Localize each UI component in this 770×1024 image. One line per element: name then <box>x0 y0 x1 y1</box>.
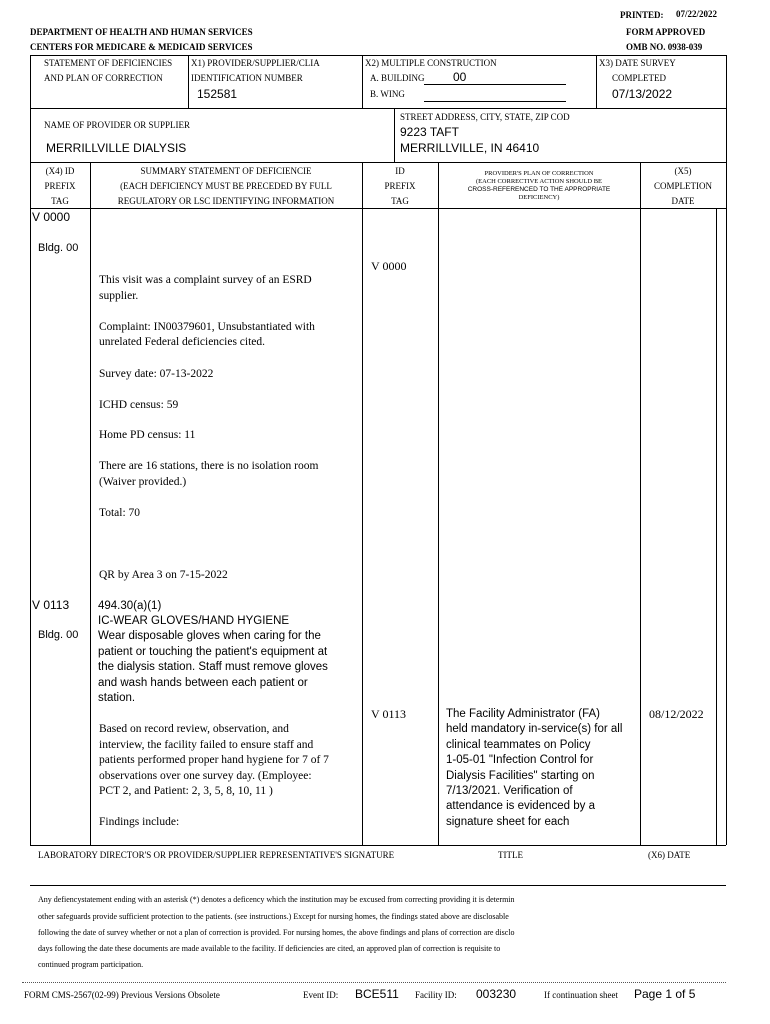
provider-name-label: NAME OF PROVIDER OR SUPPLIER <box>44 120 191 130</box>
summary-label-3: REGULATORY OR LSC IDENTIFYING INFORMATION <box>117 196 335 206</box>
summary-label-2: (EACH DEFICIENCY MUST BE PRECEDED BY FULL <box>120 181 332 191</box>
para-stations-2: (Waiver provided.) <box>99 476 187 488</box>
plan-text-3: clinical teammates on Policy <box>446 739 591 751</box>
statement-label-2: AND PLAN OF CORRECTION <box>44 73 163 83</box>
plan-text-5: Dialysis Facilities" starting on <box>446 770 595 782</box>
form-number: FORM CMS-2567(02-99) Previous Versions Obsolete <box>24 990 220 1000</box>
para-complaint-id-2: unrelated Federal deficiencies cited. <box>99 336 266 348</box>
title-label: TITLE <box>498 850 523 860</box>
form-approved: FORM APPROVED <box>626 27 706 37</box>
summary-label-1: SUMMARY STATEMENT OF DEFICIENCIE <box>140 166 312 176</box>
findings-text-1: Based on record review, observation, and <box>99 723 289 735</box>
x4-prefix-label: PREFIX <box>44 181 76 191</box>
event-id-value: BCE511 <box>355 987 399 1001</box>
regulation-text-4: and wash hands between each patient or <box>98 677 308 689</box>
building-label: A. BUILDING <box>370 73 425 83</box>
x3-label-2: COMPLETED <box>612 73 666 83</box>
disclaimer-line-5: continued program participation. <box>38 960 144 969</box>
findings-include: Findings include: <box>99 816 180 828</box>
id-prefix-label: PREFIX <box>384 181 416 191</box>
plan-text-4: 1-05-01 "Infection Control for <box>446 754 594 766</box>
disclaimer-line-3: following the date of survey whether or not a plan of correction is provided. For nursing homes, the above findings and plans of correction are disclo <box>38 928 515 937</box>
department-name: DEPARTMENT OF HEALTH AND HUMAN SERVICES <box>30 27 253 37</box>
para-stations-1: There are 16 stations, there is no isolation room <box>99 460 319 472</box>
plan-label-4: DEFICIENCY) <box>518 194 560 201</box>
statement-label-1: STATEMENT OF DEFICIENCIES <box>44 58 173 68</box>
centers-name: CENTERS FOR MEDICARE & MEDICAID SERVICES <box>30 42 253 52</box>
regulation-text-5: station. <box>98 692 136 704</box>
street-address-line2: MERRILLVILLE, IN 46410 <box>400 141 540 155</box>
tag-v0000-left: V 0000 <box>32 210 71 224</box>
disclaimer-line-2: other safeguards provide sufficient protection to the patients. (see instructions.) Except for nursing homes, the findings stated above are disclosable <box>38 912 509 921</box>
x5-label: (X5) <box>674 166 692 176</box>
id-label: ID <box>395 166 405 176</box>
findings-text-4: observations over one survey day. (Employee: <box>99 770 312 782</box>
regulation-text-3: the dialysis station. Staff must remove gloves <box>98 661 328 673</box>
tag-v0113-right: V 0113 <box>371 707 407 721</box>
street-address-line1: 9223 TAFT <box>400 125 459 139</box>
findings-text-5: PCT 2, and Patient: 2, 3, 5, 8, 10, 11 ) <box>99 785 273 797</box>
provider-id-value: 152581 <box>197 87 238 101</box>
facility-id-value: 003230 <box>476 987 517 1001</box>
bldg-label-1: Bldg. 00 <box>38 242 79 254</box>
plan-label-1: PROVIDER'S PLAN OF CORRECTION <box>484 170 594 177</box>
plan-text-1: The Facility Administrator (FA) <box>446 708 601 720</box>
disclaimer-line-4: days following the date these documents are made available to the facility. If deficiencies are cited, an approved plan of correction is requisite to <box>38 944 501 953</box>
x6-date-label: (X6) DATE <box>648 850 691 860</box>
x1-label-2: IDENTIFICATION NUMBER <box>191 73 303 83</box>
page-number: Page 1 of 5 <box>634 987 696 1001</box>
x4-id-label: (X4) ID <box>45 166 75 176</box>
continuation-label: If continuation sheet <box>544 990 618 1000</box>
completion-date-value: 08/12/2022 <box>649 707 704 721</box>
regulation-number: 494.30(a)(1) <box>98 600 162 612</box>
regulation-text-1: Wear disposable gloves when caring for the <box>98 630 321 642</box>
tag-v0000-right: V 0000 <box>371 259 407 273</box>
x2-label: X2) MULTIPLE CONSTRUCTION <box>365 58 497 68</box>
printed-date: 07/22/2022 <box>676 9 718 19</box>
date-label: DATE <box>671 196 695 206</box>
building-value: 00 <box>453 70 467 84</box>
regulation-title: IC-WEAR GLOVES/HAND HYGIENE <box>98 615 290 627</box>
bldg-label-2: Bldg. 00 <box>38 629 79 641</box>
id-tag-label: TAG <box>391 196 409 206</box>
printed-label: PRINTED: <box>620 10 664 20</box>
x3-label-1: X3) DATE SURVEY <box>599 58 676 68</box>
plan-text-2: held mandatory in-service(s) for all <box>446 723 623 735</box>
para-survey-date: Survey date: 07-13-2022 <box>99 368 214 380</box>
plan-text-6: 7/13/2021. Verification of <box>446 785 573 797</box>
tag-v0113-left: V 0113 <box>32 598 70 612</box>
x4-tag-label: TAG <box>51 196 69 206</box>
para-total: Total: 70 <box>99 507 141 519</box>
para-complaint-survey-1: This visit was a complaint survey of an ESRD <box>99 274 312 286</box>
survey-completed-date: 07/13/2022 <box>612 87 673 101</box>
provider-name-value: MERRILLVILLE DIALYSIS <box>46 141 187 155</box>
event-id-label: Event ID: <box>303 990 339 1000</box>
street-address-label: STREET ADDRESS, CITY, STATE, ZIP COD <box>400 112 570 122</box>
para-ichd-census: ICHD census: 59 <box>99 399 179 411</box>
findings-text-3: patients performed proper hand hygiene for 7 of 7 <box>99 754 329 766</box>
signature-label: LABORATORY DIRECTOR'S OR PROVIDER/SUPPLIER REPRESENTATIVE'S SIGNATURE <box>38 850 395 860</box>
para-qr: QR by Area 3 on 7-15-2022 <box>99 569 228 581</box>
para-complaint-survey-2: supplier. <box>99 290 139 302</box>
plan-text-8: signature sheet for each <box>446 816 570 828</box>
para-complaint-id-1: Complaint: IN00379601, Unsubstantiated with <box>99 321 315 333</box>
plan-label-3: CROSS-REFERENCED TO THE APPROPRIATE <box>467 186 611 193</box>
wing-label: B. WING <box>370 89 405 99</box>
regulation-text-2: patient or touching the patient's equipment at <box>98 646 328 658</box>
x1-label-1: X1) PROVIDER/SUPPLIER/CLIA <box>191 58 320 68</box>
plan-label-2: (EACH CORRECTIVE ACTION SHOULD BE <box>475 178 603 185</box>
completion-label: COMPLETION <box>654 181 712 191</box>
para-home-pd-census: Home PD census: 11 <box>99 429 196 441</box>
disclaimer-line-1: Any defiencystatement ending with an asterisk (*) denotes a deficency which the institution may be excused from correcting providing it is determin <box>38 895 515 904</box>
plan-text-7: attendance is evidenced by a <box>446 800 595 812</box>
findings-text-2: interview, the facility failed to ensure staff and <box>99 739 314 751</box>
facility-id-label: Facility ID: <box>415 990 457 1000</box>
omb-number: OMB NO. 0938-039 <box>626 42 703 52</box>
